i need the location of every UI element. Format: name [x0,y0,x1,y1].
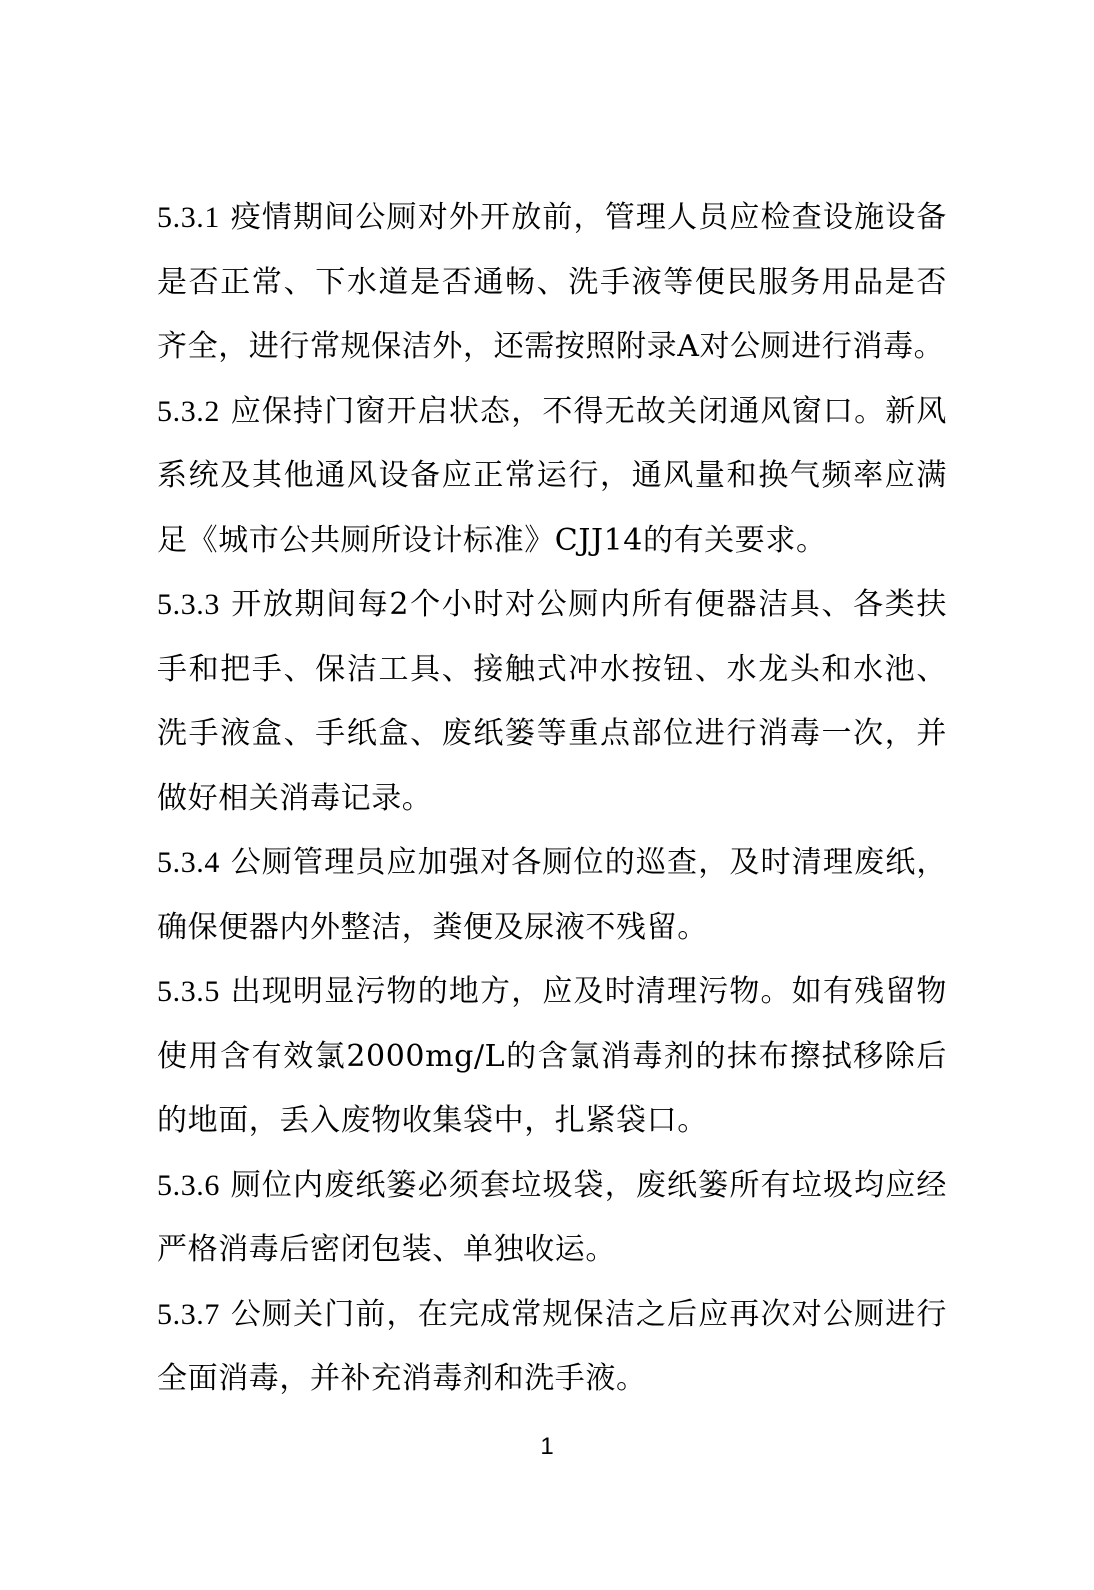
clause-text: 公厕管理员应加强对各厕位的巡查，及时清理废纸，确保便器内外整洁，粪便及尿液不残留。 [157,845,947,945]
clause-5-3-3 [157,573,947,831]
page-number: 1 [540,1433,554,1460]
clause-5-3-7 [157,1283,947,1412]
clause-5-3-2 [157,380,947,574]
clause-text: 开放期间每2个小时对公厕内所有便器洁具、各类扶手和把手、保洁工具、接触式冲水按钮、水龙头和水池、洗手液盒、手纸盒、废纸篓等重点部位进行消毒一次，并做好相关消毒记录。 [157,587,948,816]
clause-number: 5.3.1 [157,201,220,234]
clause-5-3-4 [157,831,947,960]
clause-number: 5.3.6 [157,1168,220,1202]
clause-number: 5.3.7 [157,1297,220,1331]
clause-5-3-6 [157,1154,947,1283]
clause-text: 应保持门窗开启状态，不得无故关闭通风窗口。新风系统及其他通风设备应正常运行，通风量和换气频率应满足《城市公共厕所设计标准》CJJ14的有关要求。 [157,393,947,558]
clause-number: 5.3.2 [157,394,220,428]
clause-text: 公厕关门前，在完成常规保洁之后应再次对公厕进行全面消毒，并补充消毒剂和洗手液。 [157,1296,947,1396]
clause-text: 疫情期间公厕对外开放前，管理人员应检查设施设备是否正常、下水道是否通畅、洗手液等便民服务用品是否齐全，进行常规保洁外，还需按照附录A对公厕进行消毒。 [157,200,947,364]
clause-number: 5.3.3 [157,588,220,621]
clause-text: 厕位内废纸篓必须套垃圾袋，废纸篓所有垃圾均应经严格消毒后密闭包装、单独收运。 [157,1167,947,1267]
clause-5-3-5 [157,960,947,1154]
clause-number: 5.3.5 [157,975,220,1008]
clause-number: 5.3.4 [157,846,220,879]
document-body [157,186,947,1412]
clause-5-3-1 [157,186,947,380]
clause-text: 出现明显污物的地方，应及时清理污物。如有残留物使用含有效氯2000mg/L的含氯消毒剂的抹布擦拭移除后的地面，丢入废物收集袋中，扎紧袋口。 [157,974,947,1138]
